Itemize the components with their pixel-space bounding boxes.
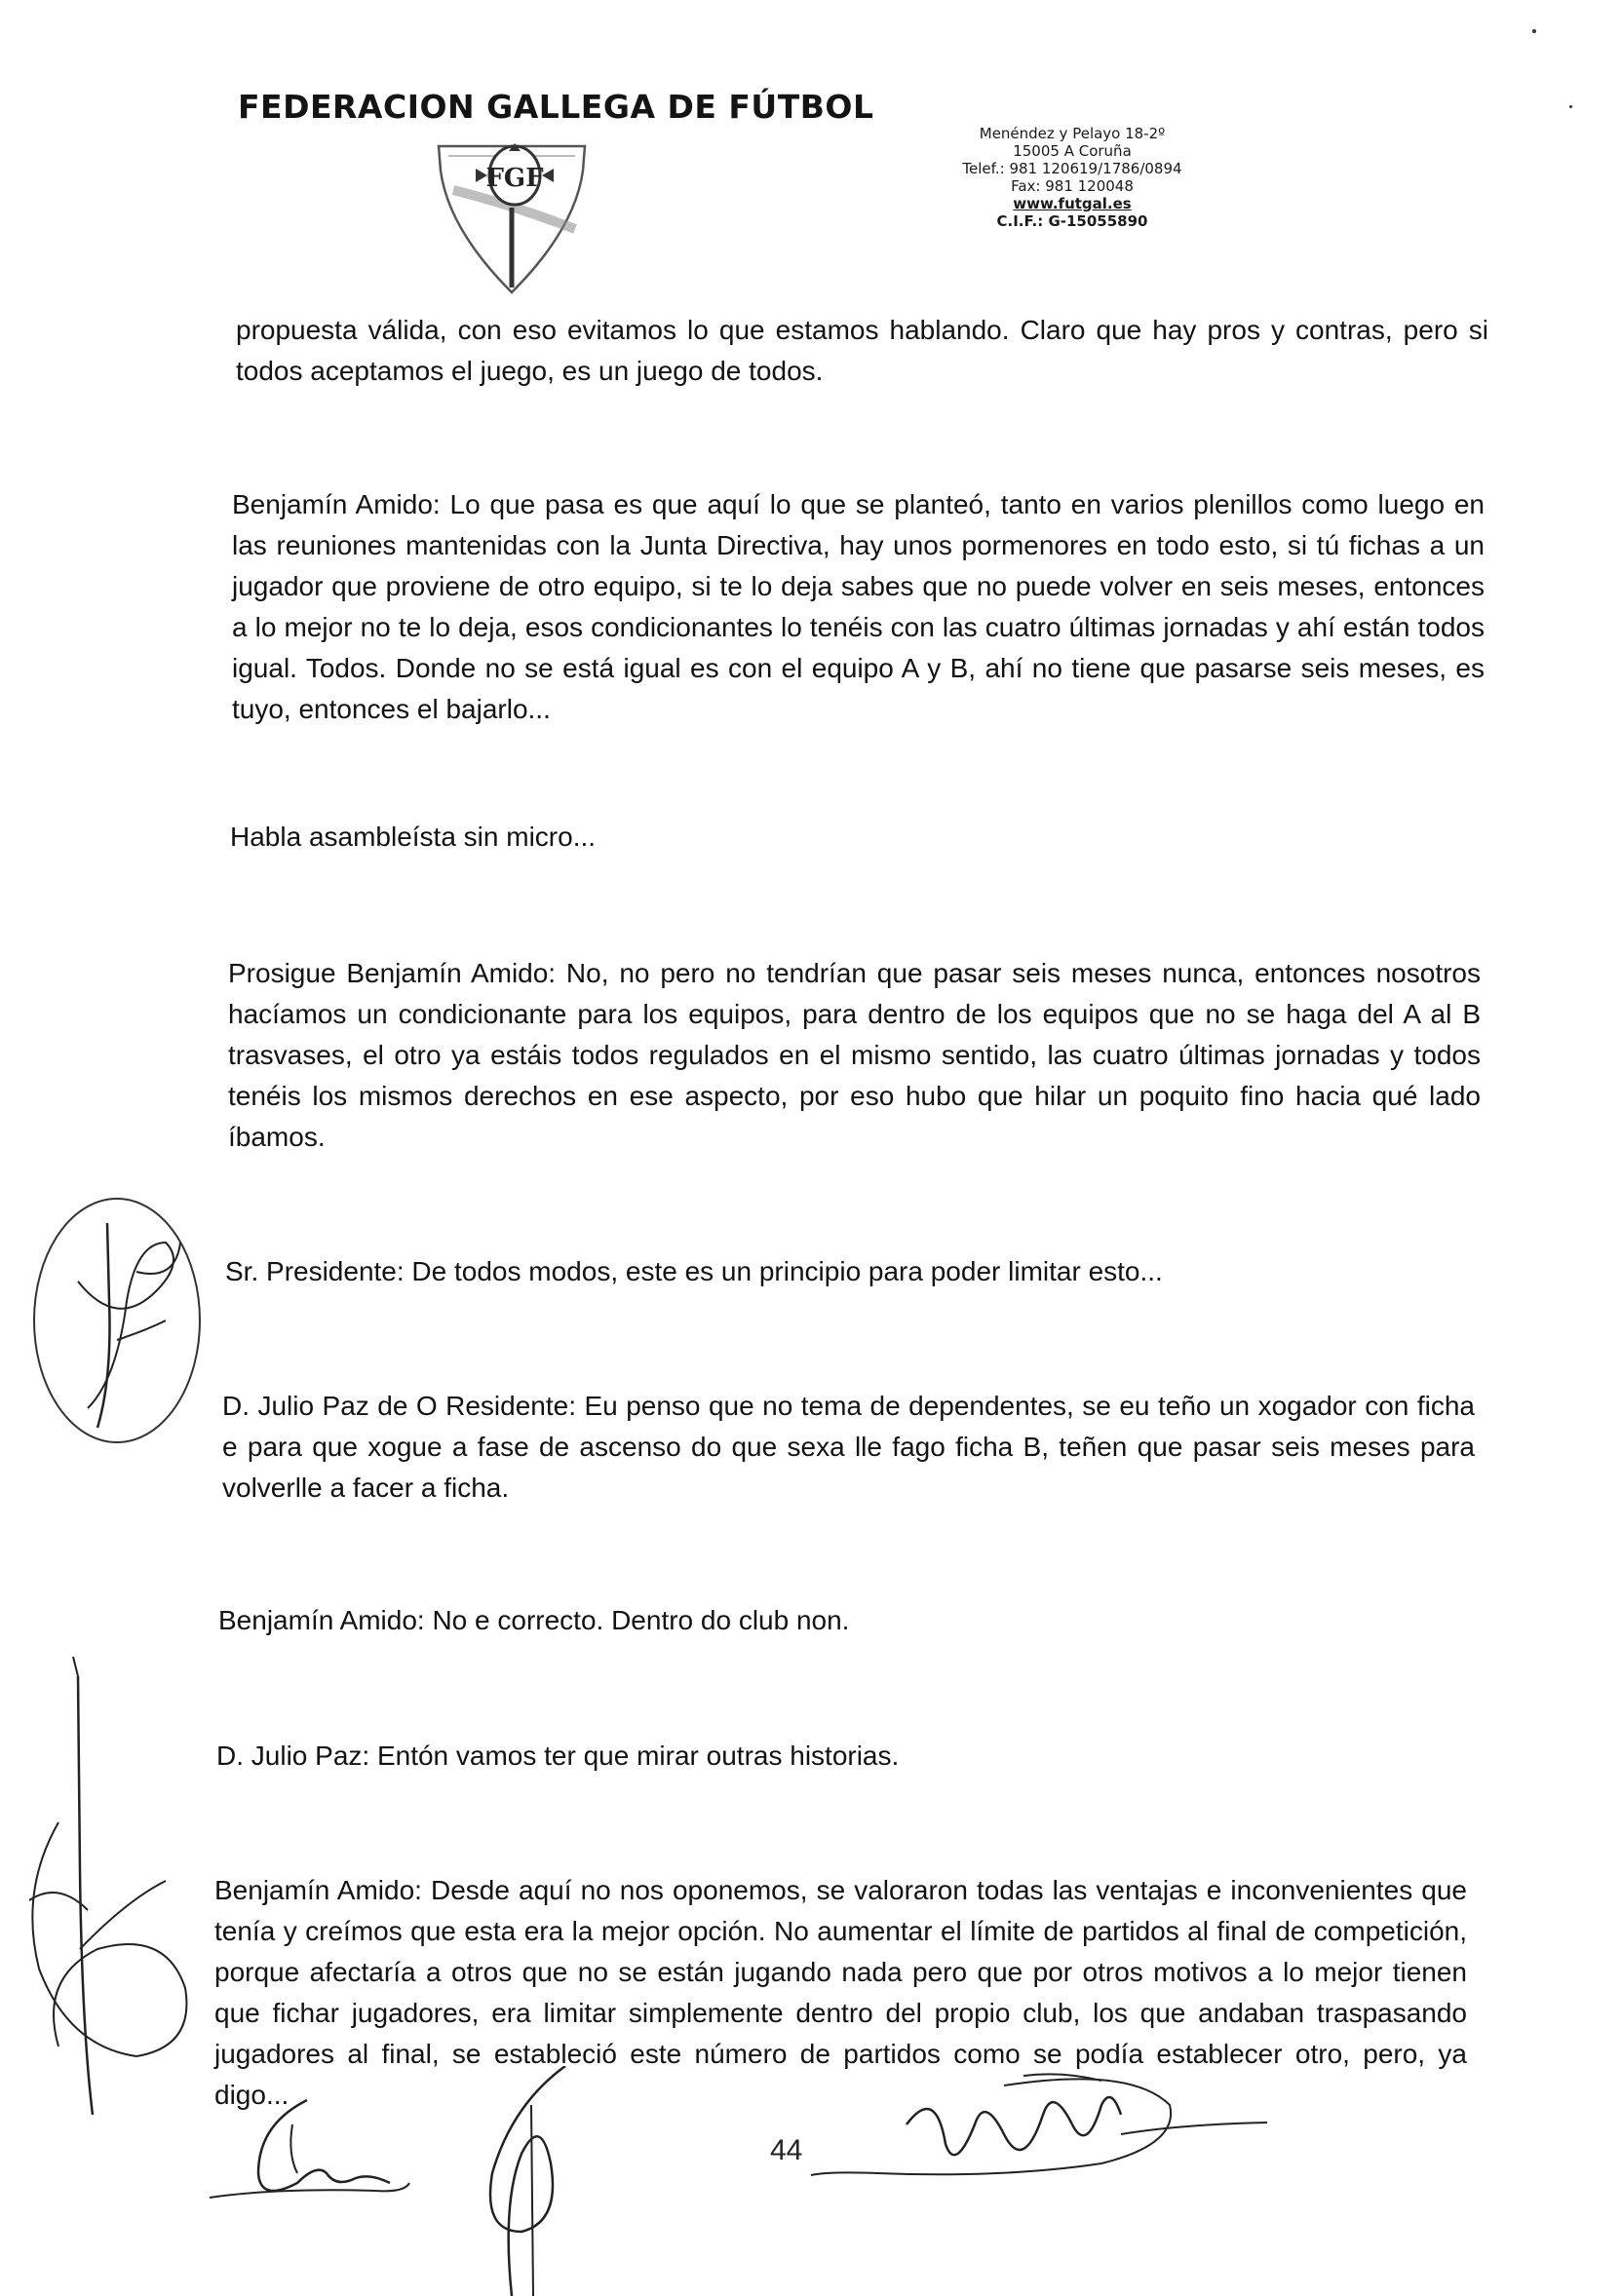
website-link[interactable]: www.futgal.es [1013, 195, 1132, 212]
fax-line: Fax: 981 120048 [1011, 177, 1134, 195]
paragraph-8: D. Julio Paz: Entón vamos ter que mirar outras historias. [216, 1741, 900, 1771]
paragraph-7: Benjamín Amido: No e correcto. Dentro do club non. [218, 1605, 850, 1635]
margin-signature-circle [19, 1184, 214, 1467]
contact-block [916, 125, 1228, 230]
bottom-signature-2 [453, 2066, 619, 2296]
paragraph-3: Habla asambleísta sin micro... [230, 822, 597, 852]
federation-logo [429, 132, 595, 297]
page-number: 44 [770, 2134, 803, 2166]
scan-speck [1569, 105, 1572, 108]
logo-letters: FGF [485, 164, 544, 193]
cif-line: C.I.F.: G-15055890 [996, 212, 1148, 230]
address-line: Menéndez y Pelayo 18-2º [979, 125, 1166, 142]
paragraph-4: Prosigue Benjamín Amido: No, no pero no tendrían que pasar seis meses nunca, entonces nosotros hacíamos un condicionante para los equipos, para dentro de los equipos que no se haga del A al B trasvases, el otro ya estáis todos regulados en el mismo sentido, las cuatro últimas jornadas y todos tenéis los mismos derechos en ese aspecto, por eso hubo que hilar un poquito fino hacia qué lado íbamos. [228, 958, 1481, 1152]
phone-line: Telef.: 981 120619/1786/0894 [962, 160, 1182, 177]
paragraph-1: propuesta válida, con eso evitamos lo que estamos hablando. Claro que hay pros y contras, pero si todos aceptamos el juego, es un juego de todos. [236, 315, 1488, 386]
organization-name: FEDERACION GALLEGA DE FÚTBOL [238, 88, 874, 126]
paragraph-2: Benjamín Amido: Lo que pasa es que aquí lo que se planteó, tanto en varios plenillos como luego en las reuniones mantenidas con la Junta Directiva, hay unos pormenores en todo esto, si tú fichas a un jugador que proviene de otro equipo, si te lo deja sabes que no puede volver en seis meses, entonces a lo mejor no te lo deja, esos condicionantes lo tenéis con las cuatro últimas jornadas y ahí están todos igual. Todos. Donde no se está igual es con el equipo A y B, ahí no tiene que pasarse seis meses, es tuyo, entonces el bajarlo... [232, 489, 1485, 724]
paragraph-6: D. Julio Paz de O Residente: Eu penso que no tema de dependentes, se eu teño un xogador con ficha e para que xogue a fase de ascenso do que sexa lle fago ficha B, teñen que pasar seis meses para volverlle a facer a ficha. [222, 1391, 1475, 1503]
scan-speck [1532, 29, 1536, 33]
city-line: 15005 A Coruña [1013, 142, 1132, 160]
paragraph-9: Benjamín Amido: Desde aquí no nos oponemos, se valoraron todas las ventajas e inconvenientes que tenía y creímos que esta era la mejor opción. No aumentar el límite de partidos al final de competición, porque afectaría a otros que no se están jugando nada pero que por otros motivos a lo mejor tienen que fichar jugadores, era limitar simplemente dentro del propio club, los que andaban traspasando jugadores al final, se estableció este número de partidos como se podía establecer otro, pero, ya digo... [214, 1875, 1467, 2110]
bottom-signature-3 [809, 2066, 1277, 2193]
bottom-signature-1 [200, 2095, 414, 2222]
paragraph-5: Sr. Presidente: De todos modos, este es un principio para poder limitar esto... [225, 1256, 1163, 1286]
margin-signature-long [19, 1657, 214, 2163]
